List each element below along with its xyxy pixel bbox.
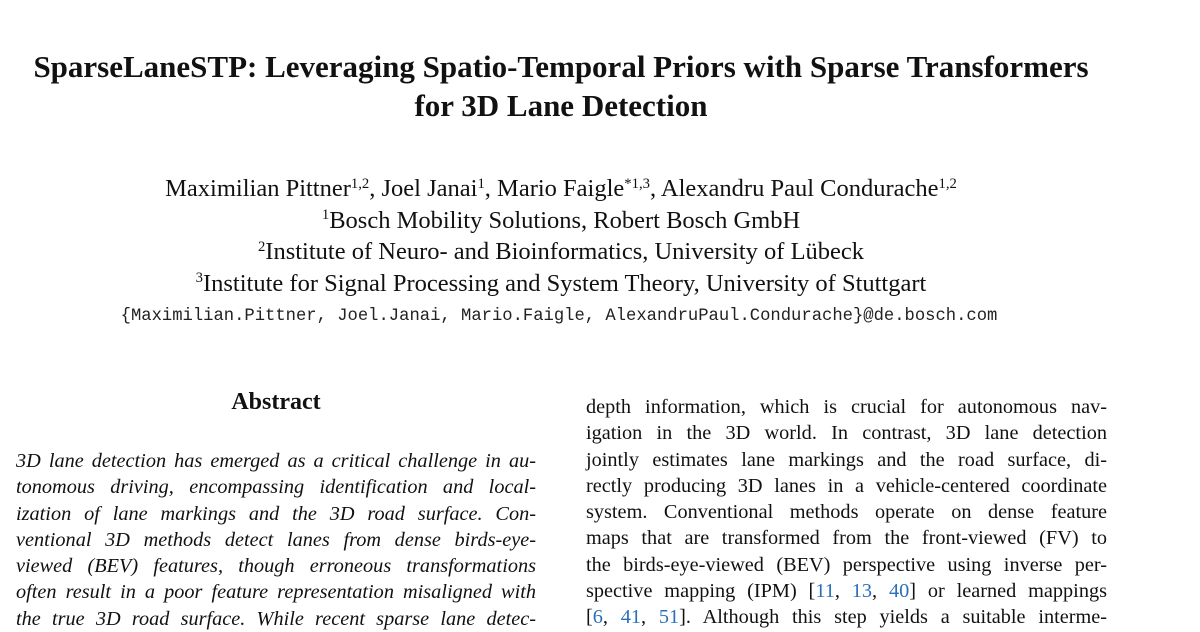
citation-link[interactable]: 13 xyxy=(851,580,873,603)
citation-link[interactable]: 40 xyxy=(888,580,910,603)
affiliation-text: Institute for Signal Processing and System Theory, University of Stuttgart xyxy=(202,269,927,297)
body-text: jointly estimates lane markings and the road surface, di- xyxy=(586,448,1107,471)
author-name: Mario Faigle xyxy=(497,175,625,202)
author-separator: , xyxy=(650,175,661,202)
author-affiliation-marker: 1,2 xyxy=(938,175,957,192)
citation-link[interactable]: 11 xyxy=(815,580,835,603)
title-line: for 3D Lane Detection xyxy=(414,88,708,123)
body-text: ] or learned mappings xyxy=(909,580,1107,603)
author-affiliation-marker: 1 xyxy=(477,175,485,192)
author-name: Maximilian Pittner xyxy=(165,175,351,202)
author-separator: , xyxy=(484,175,498,202)
author-name: Joel Janai xyxy=(381,175,478,202)
abstract-line: often result in a poor feature representation misaligned with xyxy=(16,581,536,604)
citation-link[interactable]: 6 xyxy=(592,606,603,629)
body-line xyxy=(586,578,1107,604)
author-list xyxy=(0,173,1122,205)
author-emails: {Maximilian.Pittner, Joel.Janai, Mario.Faigle, AlexandruPaul.Condurache}@de.bosch.com xyxy=(120,307,998,326)
affiliation-line xyxy=(0,236,1122,268)
body-line xyxy=(586,394,1107,420)
body-text: , xyxy=(872,580,889,603)
body-text: rectly producing 3D lanes in a vehicle-centered coordinate xyxy=(586,474,1107,497)
body-text: spective mapping (IPM) [ xyxy=(586,580,816,603)
body-text: , xyxy=(641,606,659,629)
affiliation-line xyxy=(0,205,1122,237)
abstract-line: tonomous driving, encompassing identification and local- xyxy=(16,476,536,499)
body-line xyxy=(586,552,1107,578)
body-text: depth information, which is crucial for autonomous nav- xyxy=(586,396,1107,418)
body-text: system. Conventional methods operate on dense feature xyxy=(586,501,1107,524)
abstract-heading: Abstract xyxy=(231,389,321,415)
body-line xyxy=(586,447,1107,473)
body-text: ]. Although this step yields a suitable interme- xyxy=(679,606,1108,629)
body-line xyxy=(586,499,1107,525)
abstract-line: the true 3D road surface. While recent sparse lane detec- xyxy=(16,607,536,630)
body-text: maps that are transformed from the front-viewed (FV) to xyxy=(586,527,1107,550)
body-text: the birds-eye-viewed (BEV) perspective using inverse per- xyxy=(586,553,1107,576)
author-affiliation-marker: 1,2 xyxy=(350,175,370,192)
abstract-body xyxy=(16,448,536,632)
body-line xyxy=(586,473,1107,499)
affiliation-text: Bosch Mobility Solutions, Robert Bosch GmbH xyxy=(329,206,801,234)
affiliation-text: Institute of Neuro- and Bioinformatics, University of Lübeck xyxy=(265,238,865,265)
body-line xyxy=(586,604,1107,630)
abstract-line: ventional 3D methods detect lanes from dense birds-eye- xyxy=(16,528,536,551)
body-text: [ xyxy=(586,606,593,629)
body-line xyxy=(586,420,1107,446)
body-text: , xyxy=(834,580,852,603)
affiliation-marker: 3 xyxy=(195,270,203,287)
affiliation-line xyxy=(0,268,1122,300)
citation-link[interactable]: 41 xyxy=(620,606,642,629)
body-text: , xyxy=(602,606,621,629)
abstract-line: ization of lane markings and the 3D road surface. Con- xyxy=(16,502,536,525)
citation-link[interactable]: 51 xyxy=(658,606,680,629)
title-line: SparseLaneSTP: Leveraging Spatio-Temporal Priors with Sparse Transformers xyxy=(33,49,1089,84)
abstract-line: viewed (BEV) features, though erroneous transformations xyxy=(16,555,536,578)
author-separator: , xyxy=(369,175,382,202)
affiliation-marker: 1 xyxy=(321,207,330,224)
body-line xyxy=(586,525,1107,551)
body-text: igation in the 3D world. In contrast, 3D lane detection xyxy=(586,422,1107,445)
author-affiliation-marker: *1,3 xyxy=(624,175,650,192)
introduction-body xyxy=(586,394,1107,631)
paper-title xyxy=(0,47,1122,125)
affiliation-marker: 2 xyxy=(257,238,266,255)
author-name: Alexandru Paul Condurache xyxy=(660,175,939,202)
author-block xyxy=(0,173,1122,299)
abstract-line: 3D lane detection has emerged as a critical challenge in au- xyxy=(16,450,536,472)
